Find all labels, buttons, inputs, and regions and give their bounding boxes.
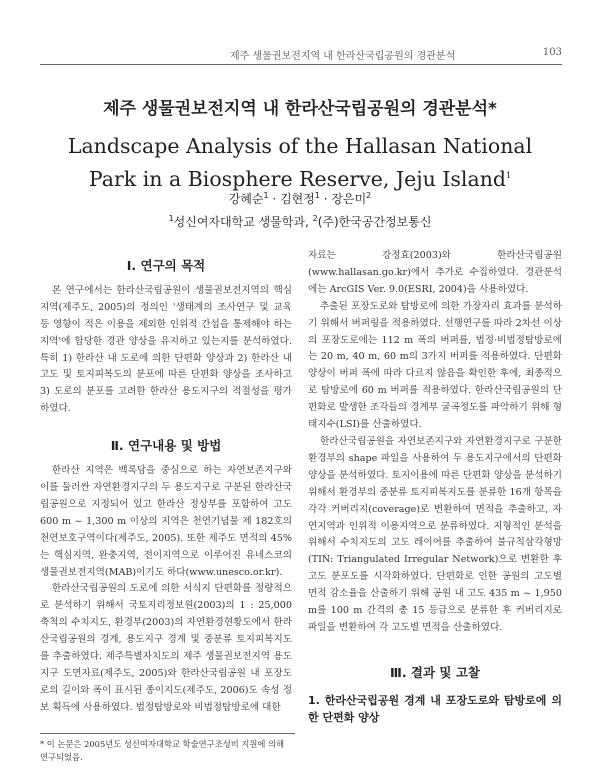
- paragraph-purpose: 본 연구에서는 한라산국립공원이 생물권보전지역의 핵심지역(제주도, 2005)의 정의인 '생태계의 조사연구 및 교육 등 영향이 적은 이용을 제외한 인위적 간섭을 통제해야 하는 지역'에 합당한 경관 양상을 유지하고 있는지를 분석하였다. 특히 1) 한라산 내 도로에 의한 단편화 양상과 2) 한라산 내 고도 및 토지피복도의 분포에 따른 단편화 양상을 조사하고 3) 도로의 분포를 고려한 한라산 용도지구의 적절성을 평가하였다.: [40, 284, 292, 415]
- author-1: 강혜순: [228, 192, 264, 206]
- paragraph-methods-2: 한라산국립공원의 도로에 의한 서식지 단편화를 정량적으로 분석하기 위해서 국토지리정보원(2003)의 1 : 25,000 축척의 수치지도, 환경부(2003)의 자연환경현황도에서 한라산국립공원의 경계, 용도지구 경계 및 중분류 토지피복지도를 추출하였다. 제주특별자치도의 제주 생물권보전지역 용도지구 도면자료(제주도, 2005)와 한라산국립공원 내 포장도로의 길이와 폭이 표시된 종이지도(제주도, 2006)도 속성 정보 획득에 사용하였다. 법정탐방로와 비법정탐방로에 대한: [40, 583, 292, 713]
- affil-1: 성신여자대학교 생물학과,: [173, 215, 313, 229]
- title-english-sup: 1: [506, 171, 512, 180]
- page-number: 103: [542, 47, 562, 58]
- running-head-title: 제주 생물권보전지역 내 한라산국립공원의 경관분석: [230, 51, 456, 62]
- author-sep: ·: [319, 192, 332, 206]
- author-1-sup: 1: [263, 191, 269, 200]
- subsection-heading-3-1: 1. 한라산국립공원 경계 내 포장도로와 탐방로에 의한 단편화 양상: [308, 693, 562, 724]
- title-english-text: Landscape Analysis of the Hallasan National Park in a Biosphere Reserve, Jeju Island: [67, 134, 533, 191]
- affiliations: [0, 213, 600, 230]
- footnote: * 이 논문은 2005년도 성신여자대학교 학술연구조성비 지원에 의해 연구되었음.: [40, 739, 285, 762]
- paragraph-data-sources: 자료는 강정효(2003)와 한라산국립공원(www.hallasan.go.kr)에서 추가로 수집하였다. 경관분석에는 ArcGIS Ver. 9.0(ESRI, 2004)을 사용하였다.: [308, 250, 562, 295]
- title-korean: 제주 생물권보전지역 내 한라산국립공원의 경관분석*: [103, 99, 497, 119]
- paragraph-zoning: 한라산국립공원을 자연보존지구와 자연환경지구로 구분한 환경부의 shape 파일을 사용하여 두 용도지구에서의 단편화 양상을 분석하였다. 토지이용에 따른 단편화 양상을 분석하기 위해서 환경부의 중분류 토지피복지도를 분류한 16개 항목을 각각 커버리지(coverage)로 변환하여 면적을 추출하고, 자연지역과 인위적 이용지역으로 분류하였다. 지형적인 분석을 위해서 수치지도의 고도 레이어를 추출하여 불규칙삼각형망(TIN: Triangulated Irregular Network)으로 변환한 후 고도 분포도를 시각화하였다. 단편화로 인한 공원의 고도별 면적 감소율을 산출하기 위해 공원 내 고도 435 m ~ 1,950 m를 100 m 간격의 총 15 등급으로 분류한 후 커버리지로 파일을 변환하여 각 고도별 면적을 산출하였다.: [308, 435, 562, 633]
- author-2: 김현정: [280, 192, 315, 206]
- footnote-rule: [40, 733, 295, 734]
- affil-1-sup: 1: [168, 214, 174, 223]
- header-rule: [40, 64, 562, 65]
- author-sep: ·: [268, 192, 281, 206]
- right-column: [308, 248, 562, 726]
- affil-2-sup: 2: [312, 214, 318, 223]
- section-heading-3: Ⅲ. 결과 및 고찰: [390, 664, 480, 680]
- paragraph-buffering: 추출된 포장도로와 탐방로에 의한 가장자리 효과를 분석하기 위해서 버퍼링을 적용하였다. 선행연구를 따라 2차선 이상의 포장도로에는 112 m 폭의 버퍼를, 법정·비법정탐방로에는 20 m, 40 m, 60 m의 3가지 버퍼를 적용하였다. 단편화 양상이 버퍼 폭에 따라 다르지 않음을 확인한 후에, 최종적으로 탐방로에 60 m 버퍼를 적용하였다. 한라산국립공원의 단편화로 발생한 조각들의 경계부 굴곡정도를 파악하기 위해 형태지수(LSI)를 산출하였다.: [308, 300, 562, 431]
- author-3-sup: 2: [366, 191, 372, 200]
- section-heading-2: Ⅱ. 연구내용 및 방법: [110, 438, 222, 454]
- author-3: 장은미: [331, 192, 367, 206]
- left-column: [40, 258, 292, 717]
- paragraph-methods-1: 한라산 지역은 백록담을 중심으로 하는 자연보존지구와 이를 둘러싼 자연환경지구의 두 용도지구로 구분된 한라산국립공원으로 지정되어 있고 한라산 정상부를 포함하여 고도 600 m ~ 1,300 m 이상의 지역은 천연기념물 제 182호의 천연보호구역이다(제주도, 2005). 또한 제주도 면적의 45%는 핵심지역, 완충지역, 전이지역으로 이루어진 유네스코의 생물권보전지역(MAB)이기도 하다(www.unesco.or.kr).: [40, 465, 292, 578]
- author-2-sup: 1: [314, 191, 320, 200]
- affil-2: (주)한국공간정보통신: [317, 215, 432, 229]
- authors: [0, 190, 600, 207]
- title-english: [50, 131, 550, 194]
- section-heading-1: Ⅰ. 연구의 목적: [126, 258, 206, 273]
